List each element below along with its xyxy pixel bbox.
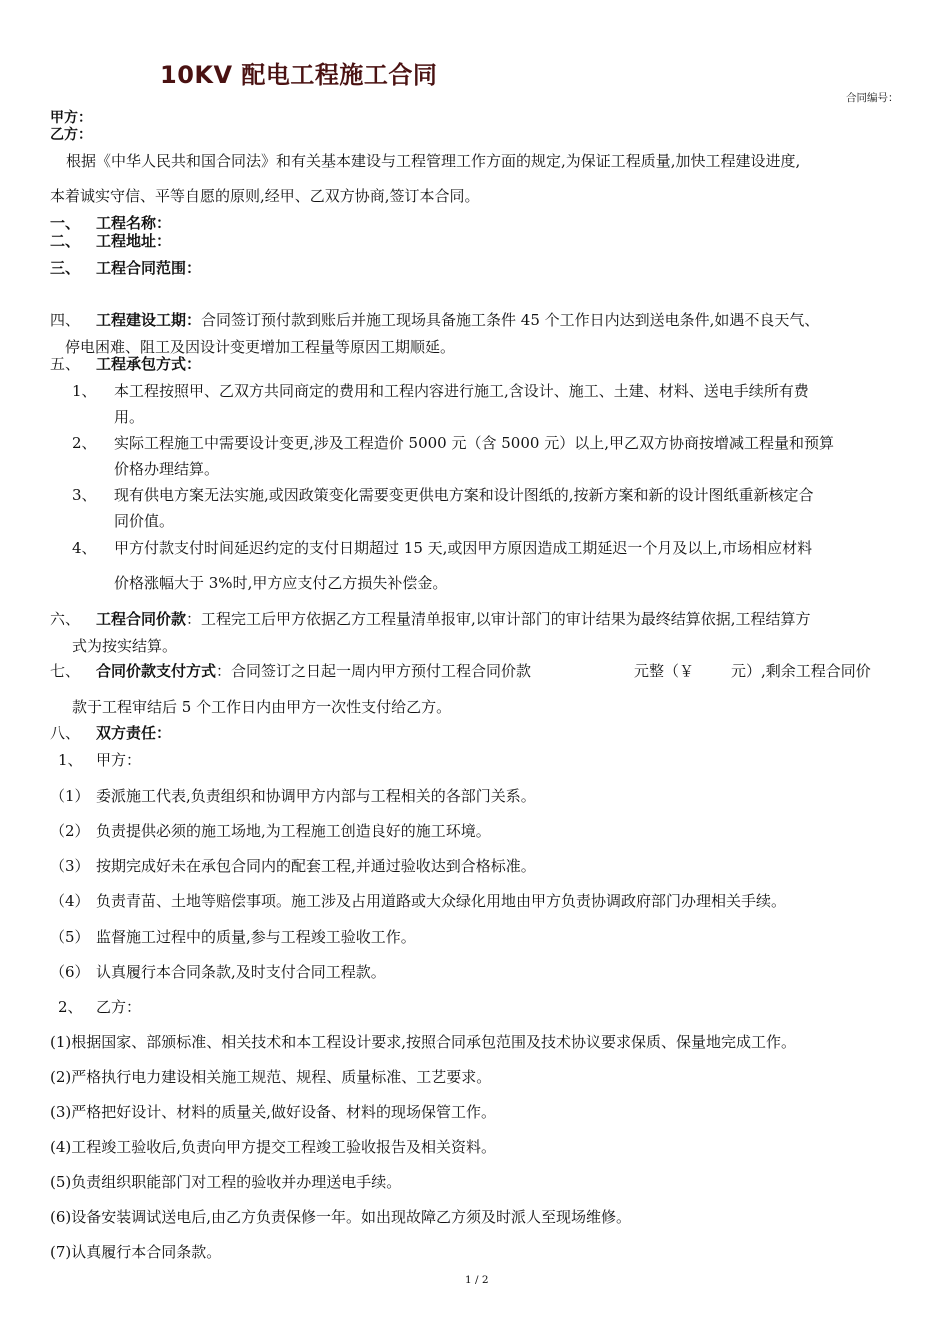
intro-line-2: 本着诚实守信、平等自愿的原则,经甲、乙双方协商,签订本合同。	[50, 187, 480, 205]
item-text: 本工程按照甲、乙双方共同商定的费用和工程内容进行施工,含设计、施工、土建、材料、送电手续所有费	[114, 382, 809, 400]
sub-number: 2、	[58, 998, 83, 1016]
amount-words-field: 元整（￥	[634, 662, 695, 680]
party-b-duty: (6)设备安装调试送电后,由乙方负责保修一年。如出现故障乙方须及时派人至现场维修。	[50, 1208, 632, 1226]
list-item	[72, 537, 812, 558]
item-text: 实际工程施工中需要设计变更,涉及工程造价 5000 元（含 5000 元）以上,甲乙双方协商按增减工程量和预算	[114, 434, 834, 452]
section-number: 三、	[50, 259, 81, 277]
section-label: 工程合同价款	[96, 610, 187, 628]
section-text: 合同签订预付款到账后并施工现场具备施工条件 45 个工作日内达到送电条件,如遇不良天气、	[201, 311, 820, 329]
party-a-duty	[50, 855, 536, 876]
intro-line-1: 根据《中华人民共和国合同法》和有关基本建设与工程管理工作方面的规定,为保证工程质量,加快工程建设进度,	[66, 152, 801, 170]
party-b-duty: (5)负责组织职能部门对工程的验收并办理送电手续。	[50, 1173, 402, 1191]
item-number: 4、	[72, 539, 97, 557]
section-7	[50, 660, 531, 681]
section-6	[50, 608, 811, 629]
section-8	[50, 722, 171, 743]
party-a-duty	[50, 785, 536, 806]
page-number: 1 / 2	[465, 1274, 489, 1286]
document-title: 10KV 配电工程施工合同	[160, 61, 438, 89]
party-a-duty	[50, 961, 386, 982]
contract-number-label: 合同编号：	[846, 92, 899, 104]
section-label: 工程合同范围：	[96, 259, 202, 277]
list-item-continuation: 用。	[114, 408, 145, 426]
party-a-duties-heading	[58, 749, 141, 770]
list-item-continuation: 同价值。	[114, 512, 175, 530]
party-b-label: 乙方：	[50, 127, 92, 143]
section-text: ：工程完工后甲方依据乙方工程量清单报审,以审计部门的审计结果为最终结算依据,工程结算方	[186, 610, 811, 628]
list-item	[72, 484, 814, 505]
section-number: 四、	[50, 311, 81, 329]
section-4	[50, 309, 819, 330]
duty-number: （4）	[50, 892, 90, 910]
list-item	[72, 380, 809, 401]
party-b-duty: (2)严格执行电力建设相关施工规范、规程、质量标准、工艺要求。	[50, 1068, 492, 1086]
list-item	[72, 432, 834, 453]
list-item-continuation: 价格办理结算。	[114, 460, 220, 478]
item-text: 甲方付款支付时间延迟约定的支付日期超过 15 天,或因甲方原因造成工期延迟一个月及以上,市场相应材料	[114, 539, 813, 557]
item-number: 1、	[72, 382, 97, 400]
section-label: 工程承包方式：	[96, 355, 202, 373]
list-item-continuation: 价格涨幅大于 3%时,甲方应支付乙方损失补偿金。	[114, 574, 448, 592]
item-number: 2、	[72, 434, 97, 452]
duty-text: 认真履行本合同条款,及时支付合同工程款。	[96, 963, 386, 981]
party-b-duty: (1)根据国家、部颁标准、相关技术和本工程设计要求,按照合同承包范围及技术协议要求保质、保量地完成工作。	[50, 1033, 797, 1051]
section-label: 工程建设工期：	[96, 311, 202, 329]
item-text: 现有供电方案无法实施,或因政策变化需要变更供电方案和设计图纸的,按新方案和新的设计图纸重新核定合	[114, 486, 814, 504]
duty-number: （5）	[50, 928, 90, 946]
section-2	[50, 230, 171, 251]
section-5	[50, 353, 201, 374]
duty-text: 委派施工代表,负责组织和协调甲方内部与工程相关的各部门关系。	[96, 787, 536, 805]
section-number: 五、	[50, 355, 81, 373]
section-4-line-2: 停电困难、阻工及因设计变更增加工程量等原因工期顺延。	[65, 338, 456, 356]
duty-text: 监督施工过程中的质量,参与工程竣工验收工作。	[96, 928, 416, 946]
section-number: 二、	[50, 232, 81, 250]
duty-text: 负责提供必须的施工场地,为工程施工创造良好的施工环境。	[96, 822, 491, 840]
party-a-duty	[50, 820, 491, 841]
duty-number: （3）	[50, 857, 90, 875]
sub-label: 甲方：	[96, 751, 142, 769]
amount-figures-field: 元）,剩余工程合同价	[731, 662, 871, 680]
section-7-line-2: 款于工程审结后 5 个工作日内由甲方一次性支付给乙方。	[72, 698, 452, 716]
section-label: 工程名称：	[96, 214, 172, 232]
item-number: 3、	[72, 486, 97, 504]
section-text: ：合同签订之日起一周内甲方预付工程合同价款	[216, 662, 532, 680]
section-number: 七、	[50, 662, 81, 680]
sub-number: 1、	[58, 751, 83, 769]
party-b-duty: (4)工程竣工验收后,负责向甲方提交工程竣工验收报告及相关资料。	[50, 1138, 497, 1156]
party-a-label: 甲方：	[50, 110, 92, 126]
section-number: 八、	[50, 724, 81, 742]
section-label: 双方责任：	[96, 724, 172, 742]
section-label: 工程地址：	[96, 232, 172, 250]
party-a-duty	[50, 890, 786, 911]
section-number: 六、	[50, 610, 81, 628]
duty-number: （1）	[50, 787, 90, 805]
section-label: 合同价款支付方式	[96, 662, 217, 680]
duty-number: （2）	[50, 822, 90, 840]
section-6-line-2: 式为按实结算。	[72, 637, 178, 655]
party-b-duty: (3)严格把好设计、材料的质量关,做好设备、材料的现场保管工作。	[50, 1103, 497, 1121]
party-b-duty: (7)认真履行本合同条款。	[50, 1243, 222, 1261]
section-3	[50, 257, 201, 278]
section-number: 一、	[50, 214, 81, 232]
duty-number: （6）	[50, 963, 90, 981]
duty-text: 负责青苗、土地等赔偿事项。施工涉及占用道路或大众绿化用地由甲方负责协调政府部门办理相关手续。	[96, 892, 787, 910]
party-a-duty	[50, 926, 416, 947]
duty-text: 按期完成好未在承包合同内的配套工程,并通过验收达到合格标准。	[96, 857, 536, 875]
party-b-duties-heading	[58, 996, 141, 1017]
sub-label: 乙方：	[96, 998, 142, 1016]
